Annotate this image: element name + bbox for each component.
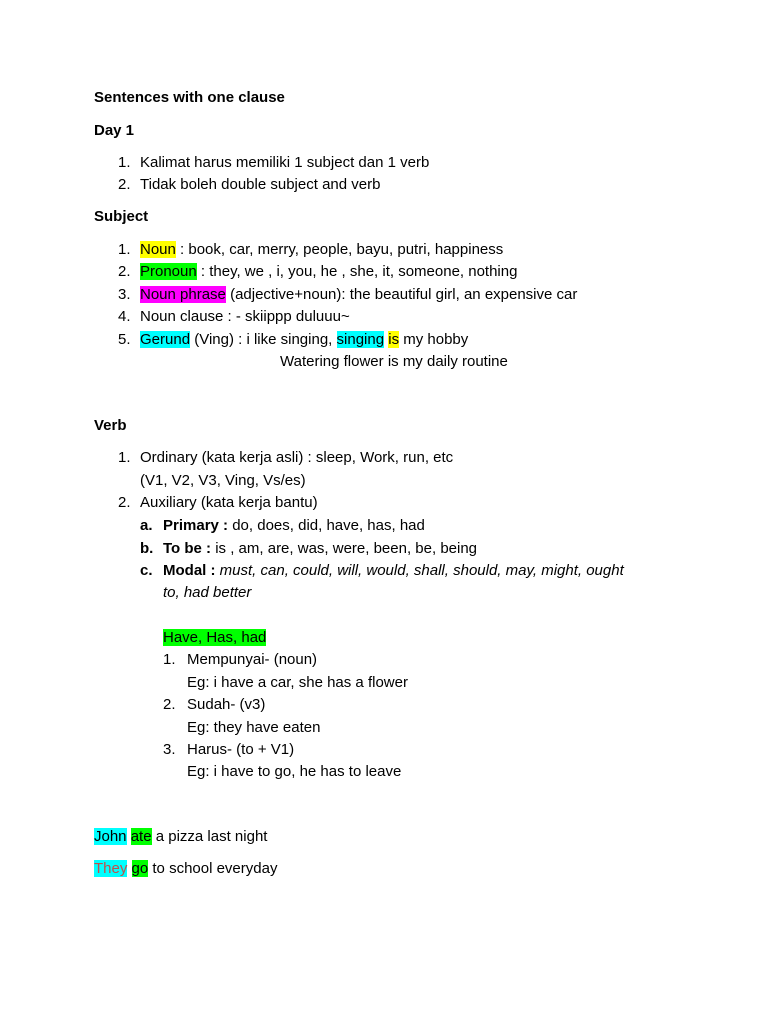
list-number: 1. [118,241,131,258]
example-sentence [94,859,277,879]
sub-list-label: Modal : [163,562,216,579]
list-item [0,330,768,350]
list-text: (adjective+noun): the beautiful girl, an expensive car [225,286,578,303]
highlighted-term: Noun phrase [140,286,226,303]
sub-list-letter: b. [140,540,154,557]
list-text: Auxiliary (kata kerja bantu) [140,494,318,511]
sentence-text: a pizza last night [151,828,268,845]
sub-list-label: To be : [163,540,212,557]
list-number: 1. [118,449,131,466]
sub-list-item [0,539,768,559]
list-item [0,262,768,282]
sub-list-text: must, can, could, will, would, shall, should, may, might, ought [215,562,624,579]
sub-list-item [0,516,768,536]
sentence-text: to school everyday [148,860,278,877]
list-text: (Ving) : i like singing, [190,331,337,348]
day-heading: Day 1 [94,122,135,139]
highlighted-verb: is [388,331,400,348]
example-sentence [94,827,267,847]
have-heading: Have, Has, had [163,629,267,646]
verb-heading: Verb [94,417,127,434]
sub-list-letter: a. [140,517,153,534]
list-number: 1. [118,154,131,171]
list-number: 1. [163,651,176,668]
list-text: : book, car, merry, people, bayu, putri, happiness [175,241,504,258]
list-text: Tidak boleh double subject and verb [140,176,381,193]
list-item [0,240,768,260]
list-number: 2. [163,696,176,713]
sub-list-text: is , am, are, was, were, been, be, being [211,540,478,557]
highlighted-subject: They [94,860,128,877]
sub-list-letter: c. [140,562,153,579]
list-item [0,493,768,513]
list-number: 5. [118,331,131,348]
example-text: Eg: i have a car, she has a flower [187,674,408,691]
list-text: Kalimat harus memiliki 1 subject dan 1 verb [140,154,430,171]
example-text: Eg: they have eaten [187,719,321,736]
list-item [163,740,295,760]
highlighted-verb: ate [130,828,152,845]
highlighted-term: Pronoun [140,263,197,280]
sub-list-item [0,561,768,581]
highlighted-subject: singing [336,331,385,348]
list-item [163,650,318,670]
subject-heading: Subject [94,208,149,225]
list-item [0,153,768,173]
list-text: Mempunyai- (noun) [187,651,318,668]
sub-list-text: do, does, did, have, has, had [228,517,425,534]
list-number: 2. [118,494,131,511]
list-text: Harus- (to + V1) [187,741,295,758]
list-item [0,307,768,327]
highlighted-term: Noun [140,241,176,258]
page-title: Sentences with one clause [94,89,285,106]
list-text: Ordinary (kata kerja asli) : sleep, Work, run, etc [140,449,454,466]
list-text: : they, we , i, you, he , she, it, someone, nothing [196,263,518,280]
highlighted-term: Gerund [140,331,191,348]
sub-list-text-continued: to, had better [163,584,252,601]
list-number: 2. [118,176,131,193]
highlighted-subject: John [94,828,127,845]
list-item [0,175,768,195]
example-sentence: Watering flower is my daily routine [280,353,508,370]
list-text-continued: (V1, V2, V3, Ving, Vs/es) [140,472,306,489]
list-number: 2. [118,263,131,280]
list-number: 3. [163,741,176,758]
list-text: my hobby [399,331,469,348]
highlighted-verb: go [131,860,149,877]
list-number: 3. [118,286,131,303]
example-text: Eg: i have to go, he has to leave [187,763,402,780]
list-number: 4. [118,308,131,325]
list-item [163,695,266,715]
list-item [0,448,768,468]
list-text: Noun clause : - skiippp duluuu~ [140,308,350,325]
list-item [0,285,768,305]
list-text: Sudah- (v3) [187,696,266,713]
sub-list-label: Primary : [163,517,229,534]
